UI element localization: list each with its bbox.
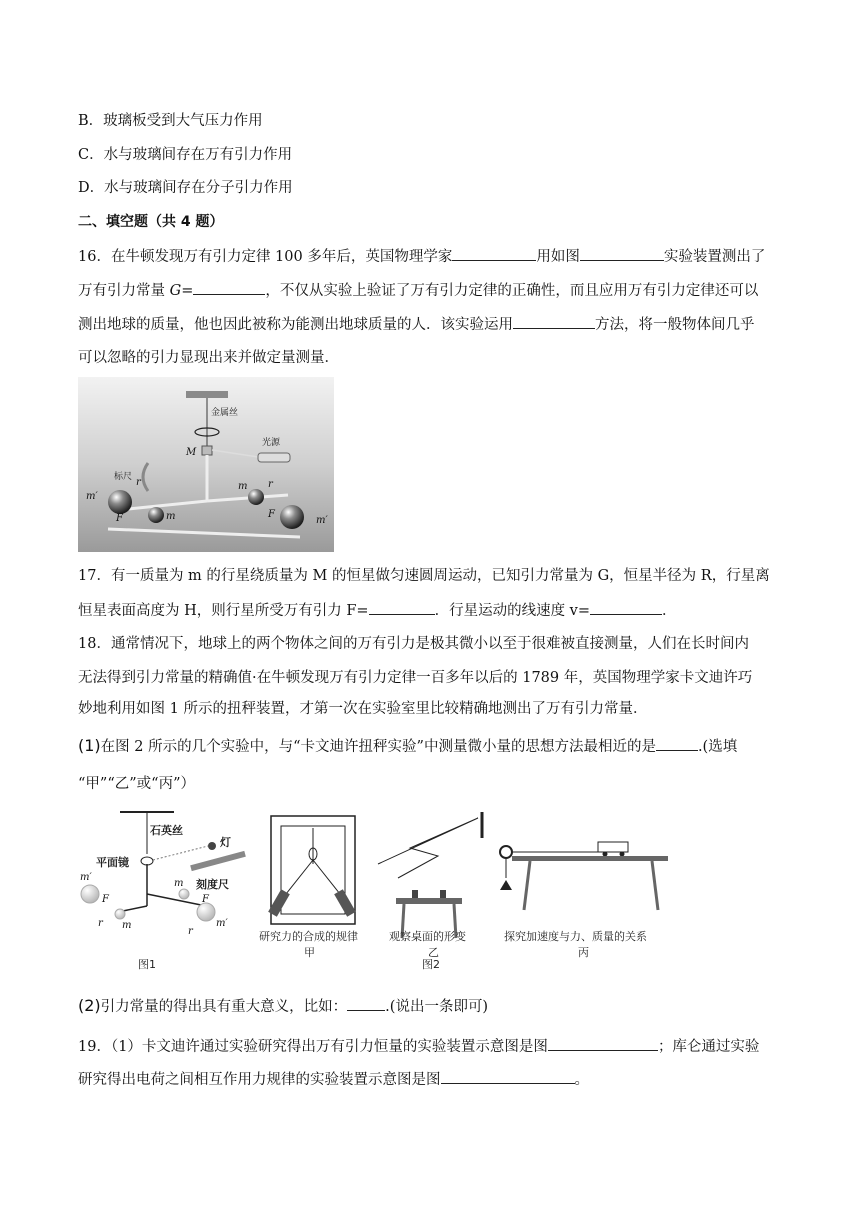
- lamp-label: 灯: [220, 836, 231, 849]
- label-r: r: [98, 918, 103, 929]
- label-r: r: [188, 926, 193, 937]
- label-b: 乙: [428, 946, 439, 959]
- table-leg: [524, 861, 530, 910]
- caption-a: 研究力的合成的规律: [259, 930, 358, 943]
- mirror: [202, 446, 212, 455]
- large-ball-right: [197, 903, 215, 921]
- wire-label: 金属丝: [211, 408, 239, 418]
- label-m: m: [122, 920, 132, 931]
- q18-text: .(说出一条即可): [385, 999, 489, 1015]
- label-m-prime: m′: [216, 918, 228, 929]
- figure-2-a: [259, 816, 358, 959]
- q19-line2: [78, 1069, 589, 1090]
- quartz-label: 石英丝: [150, 824, 183, 837]
- spring-scale: [334, 889, 356, 917]
- table-leg: [652, 861, 658, 910]
- answer-blank[interactable]: [590, 600, 662, 615]
- label-m-prime: m′: [86, 491, 98, 502]
- label-m: m: [238, 481, 248, 492]
- torsion-balance-photo: [78, 377, 334, 552]
- q18-sub1-cont: “甲”“乙”或“丙”）: [78, 776, 195, 792]
- label-r: r: [268, 479, 273, 490]
- option-b: B．玻璃板受到大气压力作用: [78, 113, 263, 129]
- mirror: [412, 890, 418, 898]
- label-F: F: [116, 513, 123, 524]
- ceiling-mount: [186, 391, 228, 398]
- q18-line1: 18．通常情况下，地球上的两个物体之间的万有引力是极其微小以至于很难被直接测量，人们在长时间内: [78, 636, 749, 652]
- mirror: [440, 890, 446, 898]
- light-source: [258, 453, 290, 462]
- figure-1: [80, 812, 246, 971]
- q18-text: 引力常量的得出具有重大意义，比如：: [100, 999, 348, 1015]
- caption-b: 观察桌面的形变: [389, 930, 466, 943]
- sub-number: (1): [78, 736, 101, 755]
- answer-blank[interactable]: [580, 246, 664, 261]
- lamp: [208, 842, 216, 850]
- answer-blank[interactable]: [193, 280, 265, 295]
- q18-sub2: [78, 996, 488, 1017]
- q19-text: ；库仑通过实验: [657, 1039, 760, 1055]
- large-ball-left: [81, 885, 99, 903]
- label-c: 丙: [578, 946, 589, 959]
- answer-blank[interactable]: [347, 996, 385, 1011]
- label-F: F: [268, 509, 275, 520]
- rod: [147, 894, 206, 906]
- label-r: r: [136, 477, 141, 488]
- scale-label: 标尺: [114, 472, 133, 482]
- figure-2-c: [500, 842, 668, 959]
- q16-line4: 可以忽略的引力显现出来并做定量测量．: [78, 350, 339, 366]
- large-ball-left: [108, 490, 132, 514]
- q18-line3: 妙地利用如图 1 所示的扭秤装置，才第一次在实验室里比较精确地测出了万有引力常量．: [78, 701, 648, 717]
- label-a: 甲: [304, 946, 315, 959]
- small-ball-right: [179, 889, 189, 899]
- small-ball-left: [148, 507, 164, 523]
- q19-text: 研究得出电荷之间相互作用力规律的实验装置示意图是图: [78, 1072, 441, 1088]
- label-m-prime: m′: [80, 872, 92, 883]
- q16-text: 测出地球的质量，他也因此被称为能测出地球质量的人．该实验运用: [78, 317, 513, 333]
- caption-c: 探究加速度与力、质量的关系: [504, 930, 647, 943]
- weight: [500, 880, 512, 890]
- section-title: 二、填空题（共 4 题）: [78, 214, 224, 230]
- sub-number: (2): [78, 996, 101, 1015]
- q18-line2: 无法得到引力常量的精确值·在牛顿发现万有引力定律一百多年以后的 1789 年，英国物理学家卡文迪许巧: [78, 670, 753, 686]
- pulley: [500, 846, 512, 858]
- cart: [598, 842, 628, 852]
- answer-blank[interactable]: [656, 736, 698, 751]
- q18-text: 在图 2 所示的几个实验中，与“卡文迪许扭秤实验”中测量微小量的思想方法最相近的是: [100, 739, 656, 755]
- answer-blank[interactable]: [513, 314, 595, 329]
- light-path: [378, 818, 478, 878]
- q16-text: 方法，将一般物体间几乎: [595, 317, 755, 333]
- q16-text: 万有引力常量: [78, 283, 170, 299]
- label-F: F: [102, 894, 109, 905]
- q16-text: 16．在牛顿发现万有引力定律 100 多年后，英国物理学家: [78, 249, 453, 265]
- answer-blank[interactable]: [452, 246, 536, 261]
- q17-text: ．行星运动的线速度 v=: [434, 603, 591, 619]
- wheel: [620, 852, 625, 857]
- q17-line2: [78, 600, 677, 621]
- answer-blank[interactable]: [441, 1069, 575, 1084]
- q16-text: ，不仅从实验上验证了万有引力定律的正确性，而且应用万有引力定律还可以: [265, 283, 759, 299]
- string: [286, 860, 313, 894]
- q16-text: 用如图: [536, 249, 580, 265]
- q17-text: ．: [662, 603, 677, 619]
- table-top: [396, 898, 462, 904]
- small-ball-right: [248, 489, 264, 505]
- large-ball-right: [280, 505, 304, 529]
- small-ball-left: [115, 909, 125, 919]
- answer-blank[interactable]: [548, 1036, 658, 1051]
- label-F: F: [202, 894, 209, 905]
- option-c: C．水与玻璃间存在万有引力作用: [78, 147, 293, 163]
- q16-G: G: [169, 283, 182, 299]
- mirror: [141, 857, 153, 865]
- q17-text: 恒星表面高度为 H，则行星所受万有引力 F=: [78, 603, 369, 619]
- label-M: M: [186, 447, 197, 458]
- label-m: m: [166, 511, 176, 522]
- option-d: D．水与玻璃间存在分子引力作用: [78, 180, 293, 196]
- scale-ruler: [190, 851, 246, 871]
- light-ray: [153, 846, 208, 860]
- q19-text: 。: [574, 1072, 589, 1088]
- q16-line2: [78, 280, 758, 301]
- q18-text: .(选填: [697, 739, 738, 755]
- q17-line1: 17．有一质量为 m 的行星绕质量为 M 的恒星做匀速圆周运动，已知引力常量为 G，恒星半径为 R，行星离: [78, 568, 770, 584]
- q16-line3: [78, 314, 755, 335]
- wheel: [603, 852, 608, 857]
- q18-sub1: [78, 736, 737, 757]
- table-top: [512, 856, 668, 861]
- answer-blank[interactable]: [369, 600, 435, 615]
- mirror-label: 平面镜: [96, 856, 129, 869]
- scale-label: 刻度尺: [196, 878, 229, 891]
- string: [313, 860, 340, 894]
- figure-2-b: [378, 812, 482, 971]
- experiment-figures: [78, 806, 678, 978]
- q19-text: 19．（1）卡文迪许通过实验研究得出万有引力恒量的实验装置示意图是图: [78, 1039, 548, 1055]
- fig2-caption: 图2: [422, 958, 440, 971]
- q16-line1: [78, 246, 765, 267]
- label-m-prime: m′: [316, 515, 328, 526]
- q19-line1: [78, 1036, 759, 1057]
- q16-text: 实验装置测出了: [663, 249, 766, 265]
- q16-text: =: [181, 283, 194, 299]
- label-m: m: [174, 878, 184, 889]
- fig1-caption: 图1: [138, 958, 156, 971]
- light-label: 光源: [262, 438, 281, 448]
